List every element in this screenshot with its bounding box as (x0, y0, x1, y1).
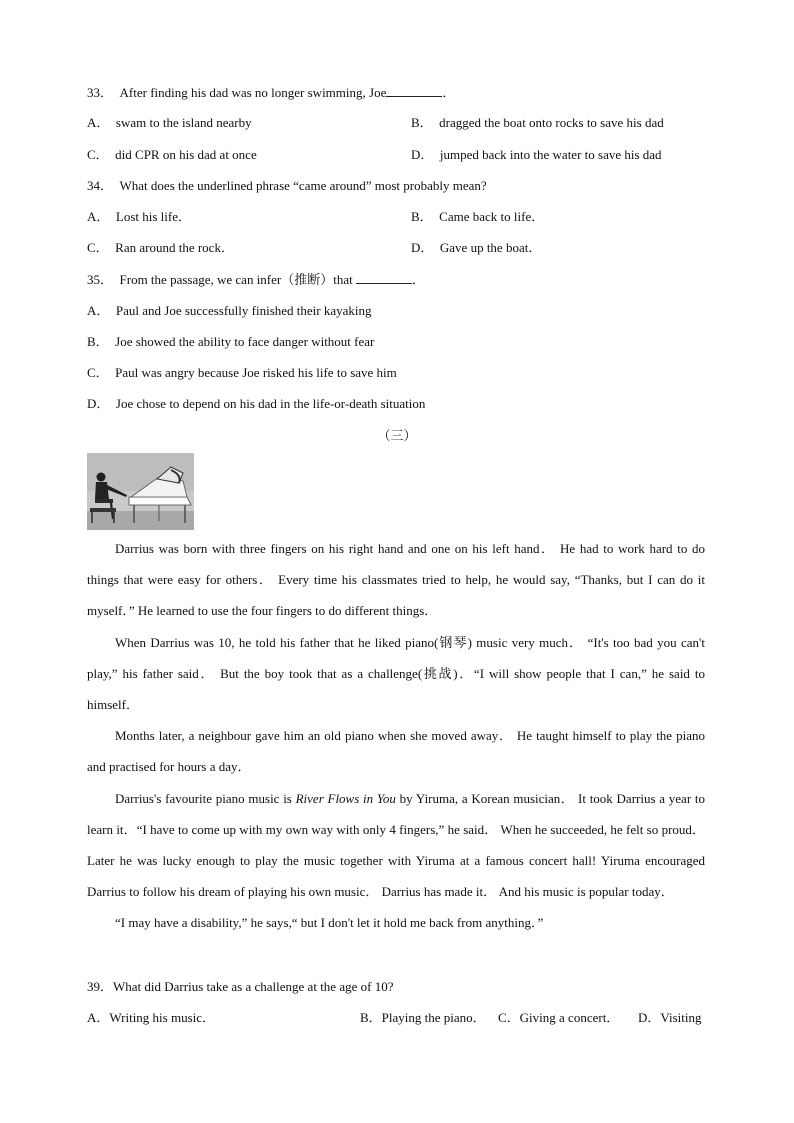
piano-illustration (87, 453, 194, 530)
option-35-c: C． Paul was angry because Joe risked his life to save him (87, 365, 397, 380)
option-34-b: B． Came back to life． (411, 209, 545, 224)
option-33-a: A． swam to the island nearby (87, 115, 252, 130)
passage-paragraph-2: When Darrius was 10, he told his father that he liked piano(钢琴) music very much． “It's too bad you can't play,” his father said． But the boy took that as a challenge(挑战)．“I will show people that I can,” he said to himself． (87, 634, 705, 713)
option-34-d: D． Gave up the boat． (411, 240, 542, 255)
question-39-stem: 39．What did Darrius take as a challenge at the age of 10? (87, 979, 394, 994)
option-39-d: D．Visiting (638, 1010, 702, 1025)
question-33-stem: 33． After finding his dad was no longer swimming, Joe ． (87, 85, 456, 100)
song-title: River Flows in You (295, 790, 396, 806)
answer-blank (356, 271, 412, 284)
option-33-d: D． jumped back into the water to save his dad (411, 147, 662, 162)
question-number: 34． (87, 178, 114, 193)
option-35-d: D． Joe chose to depend on his dad in the life-or-death situation (87, 396, 426, 411)
section-heading: （三） (377, 428, 417, 443)
question-34-stem (87, 178, 487, 194)
question-text: After finding his dad was no longer swimming, Joe (119, 85, 387, 100)
passage-paragraph-4: Darrius's favourite piano music is River Flows in You by Yiruma, a Korean musician． It took Darrius a year to learn it．“I have to come up with my own way with only 4 fingers,” he said． When he succeeded, he felt so proud． Later he was lucky enough to play the music together with Yiruma at a famous concert hall! Yiruma encouraged Darrius to follow his dream of playing his own music． Darrius has made it． And his music is popular today． (87, 790, 705, 900)
question-number: 35． (87, 272, 114, 287)
passage (87, 533, 705, 939)
question-text: From the passage, we can infer（推断）that (119, 272, 353, 287)
option-39-c: C．Giving a concert． (498, 1010, 620, 1025)
question-35-stem: 35． From the passage, we can infer（推断）that ． (87, 272, 425, 287)
option-39-a: A．Writing his music． (87, 1010, 216, 1025)
question-number: 33． (87, 85, 114, 100)
passage-paragraph-1: Darrius was born with three fingers on his right hand and one on his left hand． He had to work hard to do things that were easy for others． Every time his classmates tried to help, he would say, “Thanks, but I can do it myself．” He learned to use the four fingers to do different things． (87, 541, 705, 619)
question-text: What does the underlined phrase “came around” most probably mean? (119, 178, 487, 193)
option-35-b: B． Joe showed the ability to face danger without fear (87, 334, 375, 349)
option-34-a: A． Lost his life． (87, 209, 191, 224)
option-33-b: B． dragged the boat onto rocks to save his dad (411, 115, 664, 130)
option-39-b: B．Playing the piano． (360, 1010, 486, 1025)
passage-paragraph-3: Months later, a neighbour gave him an old piano when she moved away． He taught himself to play the piano and practised for hours a day． (87, 728, 705, 775)
option-34-c: C． Ran around the rock． (87, 240, 234, 255)
pianist-image (87, 453, 194, 530)
passage-paragraph-5: “I may have a disability,” he says,“ but I don't let it hold me back from anything．” (115, 915, 544, 931)
option-35-a: A． Paul and Joe successfully finished their kayaking (87, 303, 372, 318)
option-33-c: C． did CPR on his dad at once (87, 147, 257, 162)
answer-blank (386, 84, 442, 97)
